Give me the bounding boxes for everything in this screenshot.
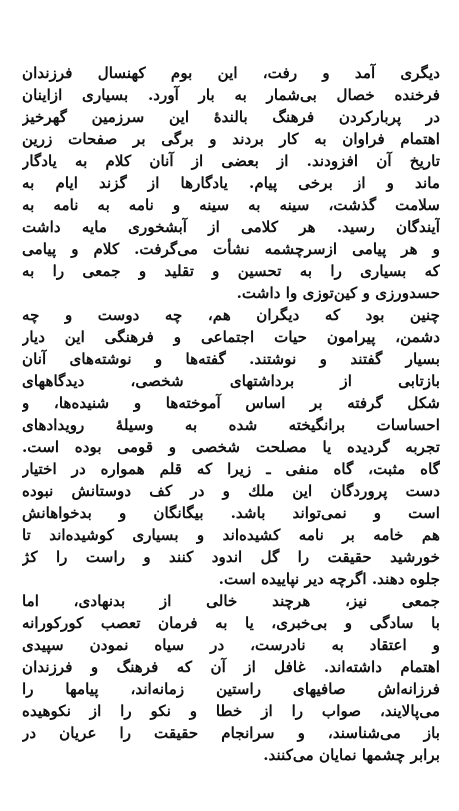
text-line: اهتمام داشته‌اند. غافل از آن كه فرهنگ و فرزندان (22, 658, 440, 676)
text-line: و هر پیامی ازسرچشمه نشأت می‌گرفت. كلام و پیامی (22, 240, 440, 258)
text-line: می‌پالایند، صواب را از خطا و نكو را از نكوهیده (22, 702, 440, 720)
text-line: فرزانه‌اش صافیهای راستین زمانه‌اند، پیامها را (22, 680, 440, 698)
paragraph-2 (22, 304, 440, 590)
paragraph-1 (22, 62, 440, 304)
text-line: حسدورزی و كین‌توزی وا داشت. (236, 284, 440, 302)
text-line: باز می‌شناسند، و سرانجام حقیقت را عریان در (22, 724, 440, 742)
text-line: ماند و از برخی پیام. یادگارها از گزند ایام به (22, 174, 440, 192)
text-line: است و نمی‌تواند باشد. بیگانگان و بدخواهانش (22, 504, 440, 522)
text-line: شكل گرفته بر اساس آموخته‌ها و شنیده‌ها، و (22, 394, 440, 412)
text-line: بسیار گفتند و نوشتند. گفته‌ها و نوشته‌های آنان (22, 350, 440, 368)
text-line: احساسات برانگیخته شده به وسیلهٔ رویدادهای (22, 416, 440, 434)
text-line: دیگری آمد و رفت، این بوم کهنسال فرزندان (22, 64, 440, 82)
text-line: جمعی نیز، هرچند خالی از بدنهادی، اما (22, 592, 440, 610)
text-line: كه بسیاری را به تحسین و تقلید و جمعی را به (22, 262, 440, 280)
text-line: در پرباركردن فرهنگ بالندهٔ این سرزمین گهرخیز (22, 108, 440, 126)
text-line: با سادگی و بی‌خبری، یا به فرمان تعصب كوركورانه (22, 614, 440, 632)
text-line: خورشید حقیقت را گل اندود كنند و راست را كژ (22, 548, 440, 566)
text-line: اهتمام فراوان به كار بردند و برگی بر صفحات زرین (22, 130, 440, 148)
text-line: دشمن، پیرامون حیات اجتماعی و فرهنگی این دیار (22, 328, 440, 346)
text-line: هم خامه بر نامه كشیده‌اند و بسیاری كوشیده‌اند تا (22, 526, 440, 544)
text-line: بازتابی از برداشتهای شخصی، دیدگاههای (22, 372, 440, 390)
text-line: آیندگان رسید. هر كلامی از آبشخوری مایه داشت (22, 218, 440, 236)
text-line: فرخنده خصال بی‌شمار به بار آورد. بسیاری ازاینان (22, 86, 440, 104)
text-line: تاریخ آن افزودند. از بعضی از آنان كلام به یادگار (22, 152, 440, 170)
text-line: گاه مثبت، گاه منفی ـ زیرا كه قلم همواره در اختیار (22, 460, 440, 478)
paragraph-3 (22, 590, 440, 766)
text-line: سلامت گذشت، سینه به سینه و نامه به نامه به (22, 196, 440, 214)
text-line: چنین بود كه دیگران هم، چه دوست و چه (22, 306, 440, 324)
document-page (22, 62, 440, 766)
text-line: و اعتقاد به نادرست، در سیاه نمودن سپیدی (22, 636, 440, 654)
text-line: جلوه دهند. اگرچه دیر نپاییده است. (218, 570, 440, 588)
text-line: دست پروردگان این ملك و در كف دوستانش نبوده (22, 482, 440, 500)
text-line: تجربه گردیده یا مصلحت شخصی و قومی بوده است. (22, 438, 440, 456)
text-line: برابر چشمها نمایان می‌كنند. (263, 746, 440, 764)
